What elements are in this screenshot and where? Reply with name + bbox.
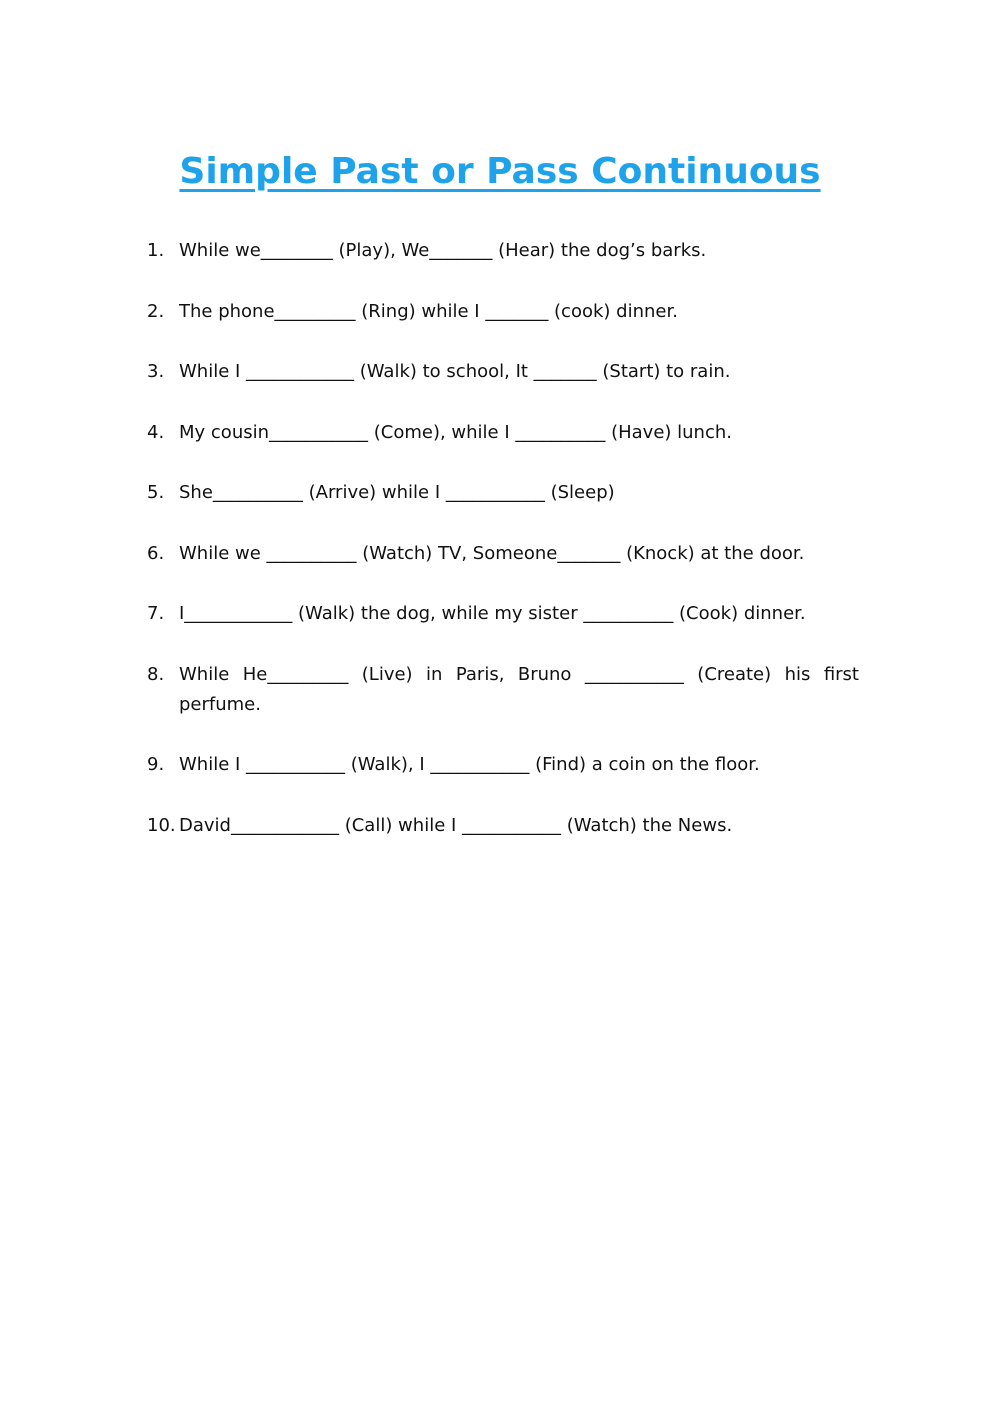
- exercise-number: 3.: [147, 361, 165, 382]
- exercise-text: The phone_________ (Ring) while I _______ (cook) dinner.: [179, 300, 678, 322]
- exercise-list: [147, 236, 859, 871]
- exercise-text: While I ___________ (Walk), I ___________ (Find) a coin on the floor.: [179, 754, 760, 775]
- exercise-number: 2.: [147, 300, 165, 322]
- exercise-text: David____________ (Call) while I ___________ (Watch) the News.: [179, 814, 733, 836]
- exercise-number: 9.: [147, 754, 165, 775]
- exercise-text: While we __________ (Watch) TV, Someone_______ (Knock) at the door.: [179, 542, 805, 564]
- exercise-item: [147, 418, 859, 448]
- exercise-text: I____________ (Walk) the dog, while my sister __________ (Cook) dinner.: [179, 603, 806, 624]
- exercise-item: [147, 478, 859, 508]
- exercise-number: 1.: [147, 240, 165, 261]
- exercise-item: [147, 599, 859, 629]
- exercise-text: While we________ (Play), We_______ (Hear) the dog’s barks.: [179, 240, 707, 261]
- exercise-number: 6.: [147, 542, 165, 564]
- exercise-item: [147, 539, 859, 569]
- exercise-text: She__________ (Arrive) while I ___________ (Sleep): [179, 482, 615, 503]
- exercise-number: 10.: [147, 814, 176, 836]
- exercise-item: [147, 357, 859, 387]
- exercise-text: While He_________ (Live) in Paris, Bruno ___________ (Create) his first perfume.: [179, 663, 859, 715]
- exercise-item: [147, 660, 859, 720]
- exercise-item: [147, 750, 859, 780]
- exercise-text: While I ____________ (Walk) to school, It _______ (Start) to rain.: [179, 361, 731, 382]
- exercise-text: My cousin___________ (Come), while I __________ (Have) lunch.: [179, 421, 732, 443]
- worksheet-title: Simple Past or Pass Continuous: [179, 151, 821, 193]
- exercise-number: 5.: [147, 482, 165, 503]
- exercise-number: 8.: [147, 663, 165, 685]
- exercise-item: [147, 811, 859, 841]
- exercise-item: [147, 236, 859, 266]
- exercise-item: [147, 297, 859, 327]
- exercise-number: 4.: [147, 421, 165, 443]
- exercise-number: 7.: [147, 603, 165, 624]
